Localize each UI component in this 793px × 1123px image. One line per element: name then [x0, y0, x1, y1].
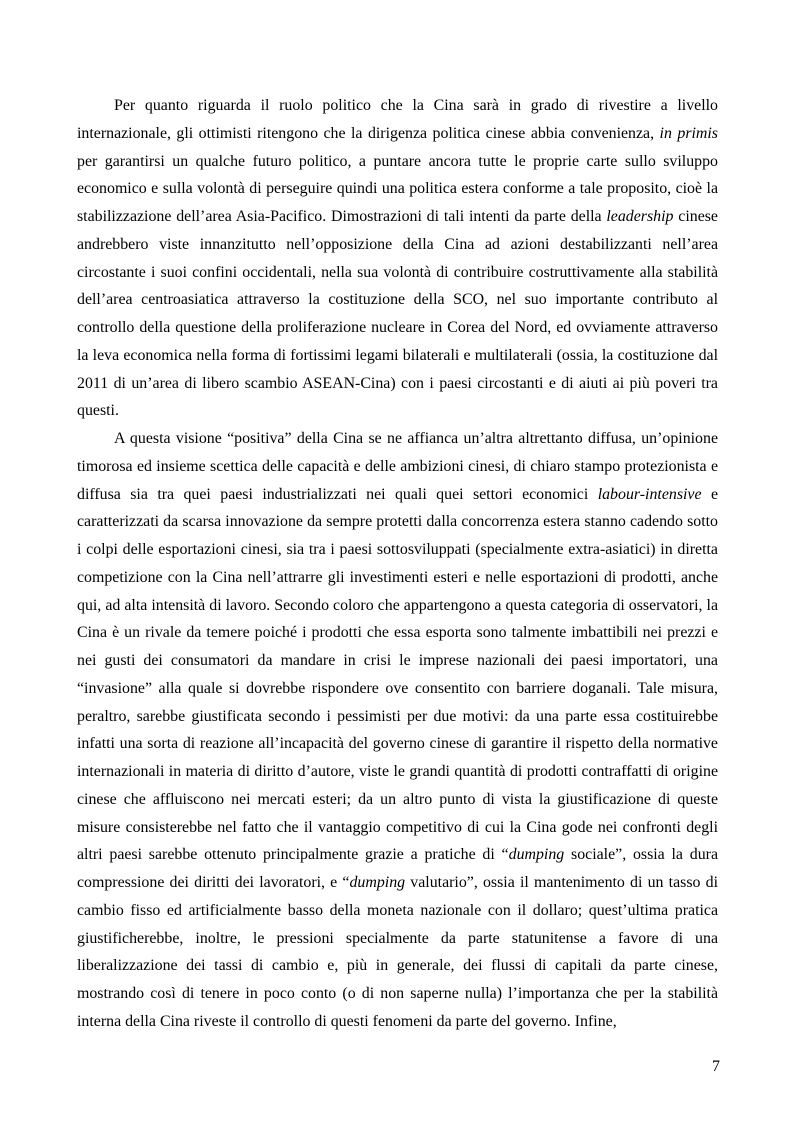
italic-term-leadership: leadership: [606, 208, 674, 225]
italic-term-labour-intensive: labour-intensive: [597, 485, 702, 503]
text-run: e caratterizzati da scarsa innovazione da sempre protetti dalla concorrenza estera stanno cadendo sotto i colpi delle esportazioni cinesi, sia tra i paesi sottosviluppati (specialmente extra-asiatici) in diretta competizione con la Cina nell’attrarre gli investimenti esteri e nelle esportazioni di prodotti, anche qui, ad alta intensità di lavoro. Secondo coloro che appartengono a questa categoria di osservatori, la Cina è un rivale da temere poiché i prodotti che essa esporta sono talmente imbattibili nei prezzi e nei gusti dei consumatori da mandare in crisi le imprese nazionali dei paesi importatori, una “invasione” alla quale si dovrebbe rispondere ove consentito con barriere doganali. Tale misura, peraltro, sarebbe giustificata secondo i pessimisti per due motivi: da una parte essa costituirebbe infatti una sorta di reazione all’incapacità del governo cinese di garantire il rispetto della normative internazionali in materia di diritto d’autore, viste le grandi quantità di prodotti contraffatti di origine cinese che affluiscono nei mercati esteri; da un altro punto di vista la giustificazione di queste misure consisterebbe nel fatto che il vantaggio competitivo di cui la Cina gode nei confronti degli altri paesi sarebbe ottenuto principalmente grazie a pratiche di “: [77, 485, 718, 864]
text-run: cinese andrebbero viste innanzitutto nell’opposizione della Cina ad azioni destabilizzanti nell’area circostante i suoi confini occidentali, nella sua volontà di contribuire costruttivamente alla stabilità dell’area centroasiatica attraverso la costituzione della SCO, nel suo importante contributo al controllo della questione della proliferazione nucleare in Corea del Nord, ed ovviamente attraverso la leva economica nella forma di fortissimi legami bilaterali e multilaterali (ossia, la costituzione dal 2011 di un’area di libero scambio ASEAN-Cina) con i paesi circostanti e di aiuti ai più poveri tra questi.: [77, 208, 718, 420]
text-run: A questa visione “positiva” della Cina se ne affianca un’altra altrettanto diffusa, un’opinione timorosa ed insieme scettica delle capacità e delle ambizioni cinesi, di chiaro stampo protezionista e diffusa sia tra quei paesi industrializzati nei quali quei settori economici: [77, 430, 718, 503]
page-number: 7: [712, 1058, 720, 1075]
paragraph: [77, 425, 718, 1036]
text-run: sociale”, ossia la dura compressione dei diritti dei lavoratori, e “: [77, 846, 718, 891]
paragraph: [77, 92, 718, 425]
text-run: Per quanto riguarda il ruolo politico che la Cina sarà in grado di rivestire a livello internazionale, gli ottimisti ritengono che la dirigenza politica cinese abbia convenienza,: [77, 97, 718, 142]
text-run: per garantirsi un qualche futuro politico, a puntare ancora tutte le proprie carte sullo sviluppo economico e sulla volontà di perseguire quindi una politica estera conforme a tale proposito, cioè la stabilizzazione dell’area Asia-Pacifico. Dimostrazioni di tali intenti da parte della: [77, 152, 718, 225]
italic-term-dumping: dumping: [508, 846, 565, 864]
body-text: [77, 92, 718, 1036]
italic-term-dumping: dumping: [349, 874, 406, 891]
text-run: valutario”, ossia il mantenimento di un tasso di cambio fisso ed artificialmente basso della moneta nazionale con il dollaro; quest’ultima pratica giustificherebbe, inoltre, le pressioni specialmente da parte statunitense a favore di una liberalizzazione dei tassi di cambio e, più in generale, dei flussi di capitali da parte cinese, mostrando così di tenere in poco conto (o di non saperne nulla) l’importanza che per la stabilità interna della Cina riveste il controllo di questi fenomeni da parte del governo. Infine,: [77, 874, 719, 1030]
italic-term-in-primis: in primis: [659, 124, 718, 142]
